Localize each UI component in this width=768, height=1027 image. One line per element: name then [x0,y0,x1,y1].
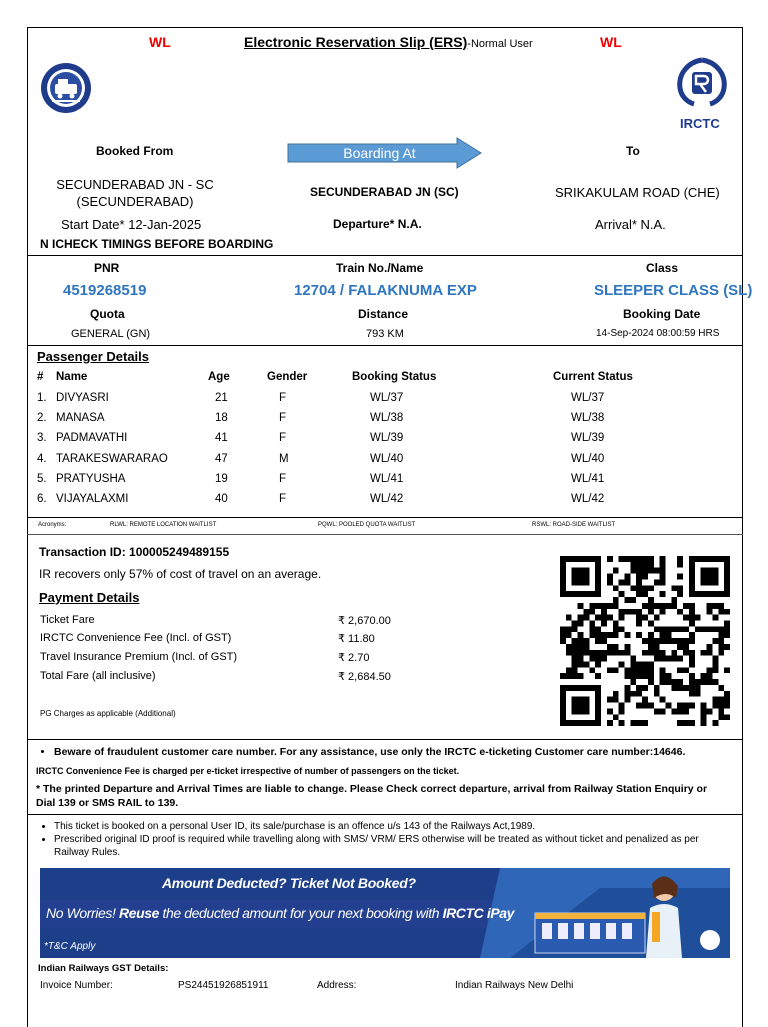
passenger-booking-status: WL/38 [370,412,404,424]
header-age: Age [208,371,230,383]
passenger-current-status: WL/37 [571,392,605,404]
address-value: Indian Railways New Delhi [455,980,574,991]
header-num: # [37,371,44,383]
payment-item-label: Total Fare (all inclusive) [40,670,156,682]
acronym-rlwl: RLWL: REMOTE LOCATION WAITLIST [110,522,217,528]
banner-tagline-ipay: IRCTC iPay [442,905,515,921]
payment-item-label: Ticket Fare [40,614,95,626]
booked-from-label: Booked From [96,144,174,158]
passenger-age: 19 [215,473,228,485]
passenger-current-status: WL/41 [571,473,605,485]
payment-details-title: Payment Details [39,590,140,605]
banner-tagline-part: No Worries! [46,905,119,921]
passenger-name: MANASA [56,412,105,424]
acronym-rswl: RSWL: ROAD-SIDE WAITLIST [532,522,616,528]
passenger-details-title: Passenger Details [37,349,150,364]
irctc-ipay-banner[interactable] [40,868,730,958]
banner-tagline [46,905,514,921]
ticket-rules [36,820,724,859]
from-station-line2: (SECUNDERABAD) [76,194,194,209]
payment-item-amount: ₹ 2.70 [338,652,370,664]
transaction-id: Transaction ID: 100005249489155 [39,545,230,559]
header-current-status: Current Status [553,371,633,383]
fraud-notice-text: • Beware of fraudulent customer care number. For any assistance, use only the IRCTC e-ticketing Customer care number:14646. [54,746,726,758]
divider [27,814,743,815]
acronyms-label: Acronyms: [38,522,67,528]
divider [27,534,743,535]
passenger-num: 3. [37,432,47,444]
boarding-at-label: Boarding At [343,145,416,161]
gst-title: Indian Railways GST Details: [38,963,169,974]
passenger-age: 41 [215,432,228,444]
passenger-name: TARAKESWARARAO [56,453,168,465]
ir-recovery-note: IR recovers only 57% of cost of travel on an average. [39,567,322,581]
class-label: Class [646,261,679,275]
irctc-logo-text: IRCTC [680,116,720,131]
passenger-current-status: WL/40 [571,453,605,465]
pnr-value: 4519268519 [63,282,147,299]
acronym-pqwl: PQWL: POOLED QUOTA WAITLIST [318,522,416,528]
wl-right-badge: WL [600,34,622,50]
train-value: 12704 / FALAKNUMA EXP [294,282,477,299]
payment-item-label: IRCTC Convenience Fee (Incl. of GST) [40,632,232,644]
passenger-gender: F [279,473,287,485]
pnr-label: PNR [94,261,120,275]
boarding-station: SECUNDERABAD JN (SC) [310,185,459,199]
banner-terms: *T&C Apply [44,941,96,952]
payment-item-amount: ₹ 11.80 [338,633,375,645]
distance-value: 793 KM [366,328,404,340]
to-label: To [626,144,640,158]
passenger-age: 21 [215,392,228,404]
to-station: SRIKAKULAM ROAD (CHE) [555,185,720,200]
qr-code-icon [560,553,730,729]
id-proof-notice: • Prescribed original ID proof is required while travelling along with SMS/ VRM/ ERS otherwise will be treated as without ticket and penalized as per Railway Rules. [54,833,724,859]
booking-date-label: Booking Date [623,307,701,321]
banner-tagline-part: the deducted amount for your next booking with [159,905,443,921]
payment-item-label: Travel Insurance Premium (Incl. of GST) [40,651,238,663]
arrival-time: Arrival* N.A. [595,217,666,232]
quota-label: Quota [90,307,125,321]
passenger-age: 47 [215,453,228,465]
banner-headline: Amount Deducted? Ticket Not Booked? [162,875,416,891]
passenger-gender: M [279,453,289,465]
divider [27,255,743,256]
header-booking-status: Booking Status [352,371,437,383]
wl-left-badge: WL [149,34,171,50]
passenger-current-status: WL/39 [571,432,605,444]
passenger-current-status: WL/38 [571,412,605,424]
from-station-line1: SECUNDERABAD JN - SC [56,177,214,192]
passenger-gender: F [279,432,287,444]
payment-item-amount: ₹ 2,684.50 [338,671,391,683]
divider [27,739,743,740]
passenger-age: 18 [215,412,228,424]
class-value: SLEEPER CLASS (SL) [594,282,753,299]
booking-date-value: 14-Sep-2024 08:00:59 HRS [596,328,720,339]
passenger-num: 1. [37,392,47,404]
passenger-age: 40 [215,493,228,505]
passenger-booking-status: WL/40 [370,453,404,465]
passenger-num: 6. [37,493,47,505]
invoice-number: PS24451926851911 [178,980,269,991]
check-timings-note: N ICHECK TIMINGS BEFORE BOARDING [40,237,274,251]
indian-railways-logo-icon [40,62,92,114]
passenger-current-status: WL/42 [571,493,605,505]
banner-tagline-reuse: Reuse [119,905,160,921]
quota-value: GENERAL (GN) [71,328,151,340]
header-gender: Gender [267,371,308,383]
invoice-label: Invoice Number: [40,980,113,991]
divider [27,517,743,518]
passenger-name: DIVYASRI [56,392,109,404]
header-title-group [244,34,533,52]
header-name: Name [56,371,88,383]
passenger-name: VIJAYALAXMI [56,493,129,505]
irctc-logo-icon [672,56,732,114]
divider [27,345,743,346]
passenger-booking-status: WL/37 [370,392,404,404]
personal-id-notice: • This ticket is booked on a personal User ID, its sale/purchase is an offence u/s 143 of the Railways Act,1989. [54,820,724,833]
ers-subtitle: -Normal User [467,38,533,50]
passenger-gender: F [279,392,287,404]
passenger-num: 2. [37,412,47,424]
start-date: Start Date* 12-Jan-2025 [61,217,202,232]
passenger-name: PADMAVATHI [56,432,128,444]
passenger-num: 4. [37,453,47,465]
fraud-notice [36,746,726,758]
passenger-booking-status: WL/41 [370,473,404,485]
passenger-booking-status: WL/39 [370,432,404,444]
train-label: Train No./Name [336,261,424,275]
passenger-num: 5. [37,473,47,485]
convenience-fee-notice: IRCTC Convenience Fee is charged per e-ticket irrespective of number of passengers on the ticket. [36,766,460,776]
timing-notice: * The printed Departure and Arrival Times are liable to change. Please Check correct departure, arrival from Railway Station Enquiry or Dial 139 or SMS RAIL to 139. [36,783,708,809]
passenger-gender: F [279,412,287,424]
departure-time: Departure* N.A. [333,217,422,231]
from-station [40,176,230,210]
pg-charges-note: PG Charges as applicable (Additional) [40,709,176,718]
passenger-name: PRATYUSHA [56,473,126,485]
distance-label: Distance [358,307,409,321]
passenger-gender: F [279,493,287,505]
payment-item-amount: ₹ 2,670.00 [338,615,391,627]
ers-title: Electronic Reservation Slip (ERS) [244,34,468,50]
passenger-booking-status: WL/42 [370,493,404,505]
address-label: Address: [317,980,357,991]
